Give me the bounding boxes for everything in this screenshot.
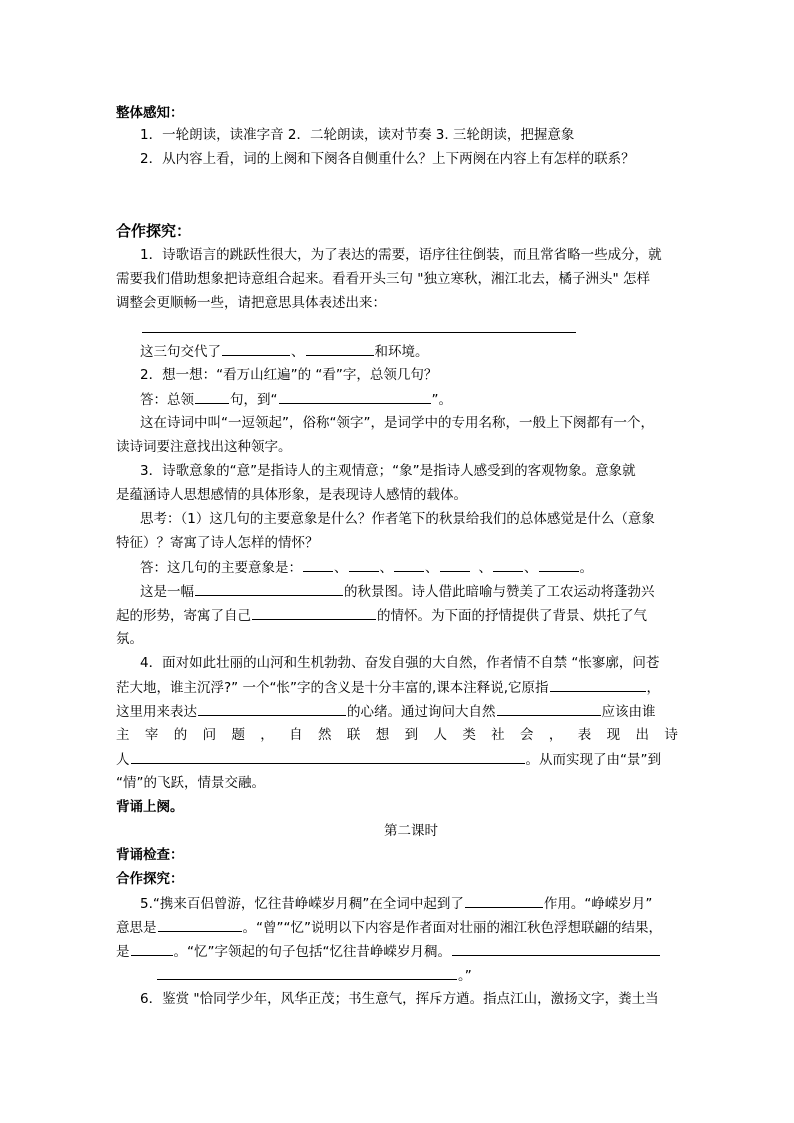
q3-sep: 、 xyxy=(524,560,538,576)
q4-line-6: “情”的飞跃，情景交融。 xyxy=(116,775,265,791)
q3-text-a: 答：这几句的主要意象是： xyxy=(140,560,302,576)
q3-text-6a: 这是一幅 xyxy=(140,584,194,600)
q4-char: 出 xyxy=(635,727,649,743)
q1-text-b: 、 xyxy=(291,344,305,360)
q5-text-4b: 。” xyxy=(458,968,472,984)
q3-sep: 、 xyxy=(334,560,348,576)
q2-blank-end[interactable] xyxy=(279,390,431,404)
q4-char: 题 xyxy=(231,727,245,743)
q3-line-3: 思考：（1）这几句的主要意象是什么？作者笔下的秋景给我们的总体感觉是什么（意象 xyxy=(140,511,655,527)
q4-char: 表 xyxy=(577,727,592,743)
q2-line-1: 2．想一想：“看万山红遍”的 “看”字，总领几句？ xyxy=(140,367,438,383)
q2-line-2 xyxy=(140,390,452,409)
q2-line-3: 这在诗词中叫“一逗领起”，俗称“领字”，是词学中的专用名称，一般上下阕都有一个， xyxy=(140,415,654,431)
q4-blank-poet[interactable] xyxy=(131,750,525,764)
q4-char: 问 xyxy=(202,727,217,743)
q2-text-a: 答：总领 xyxy=(140,392,194,408)
q3-blank-image-6[interactable] xyxy=(539,558,579,572)
q1-text-a: 这三句交代了 xyxy=(140,344,221,360)
q4-line-1: 4．面对如此壮丽的山河和生机勃勃、奋发自强的大自然，作者情不自禁 “怅寥廓，问苍 xyxy=(140,655,660,671)
q3-line-7 xyxy=(116,606,647,625)
q4-char: 类 xyxy=(462,727,476,743)
q3-end: 。 xyxy=(579,560,593,576)
q4-char: 社 xyxy=(491,727,505,743)
q4-char: 联 xyxy=(346,727,361,743)
q4-char: 到 xyxy=(404,727,419,743)
overall-item-1: 1．一轮朗读，读准字音 2．二轮朗读，读对节奏 3. 三轮朗读，把握意象 xyxy=(140,127,575,143)
q3-sep: 、 xyxy=(478,560,492,576)
q1-line-3: 调整会更顺畅一些，请把意思具体表述出来： xyxy=(116,295,386,311)
q4-text-2b: ， xyxy=(646,680,661,696)
q3-sep: 、 xyxy=(425,560,439,576)
q4-blank-nature[interactable] xyxy=(497,702,601,716)
q4-char: 想 xyxy=(375,727,390,743)
q3-blank-image-5[interactable] xyxy=(493,558,523,572)
section-title-cooperate: 合作探究： xyxy=(116,222,192,240)
q4-line-4-justified xyxy=(116,726,678,744)
q3-blank-scene[interactable] xyxy=(195,582,343,596)
q3-line-2: 是蕴涵诗人思想感情的具体形象，是表现诗人感情的载体。 xyxy=(116,487,467,503)
q4-char: 的 xyxy=(173,727,188,743)
q5-line-1 xyxy=(140,894,652,913)
q3-blank-image-2[interactable] xyxy=(349,558,379,572)
q5-text-3a: 是 xyxy=(116,944,130,960)
q3-line-5 xyxy=(140,558,593,577)
q4-char: 自 xyxy=(289,727,303,743)
q5-blank-sentences-cont[interactable] xyxy=(157,966,457,980)
q3-sep: 、 xyxy=(379,560,393,576)
q4-char: 现 xyxy=(606,727,621,743)
q5-text-3b: 。“忆”字领起的句子包括“忆往昔峥嵘岁月稠。 xyxy=(173,944,451,960)
q4-line-3 xyxy=(116,702,656,721)
q3-text-6b: 的秋景图。诗人借此暗喻与赞美了工农运动将蓬勃兴 xyxy=(344,584,655,600)
q4-blank-original-meaning[interactable] xyxy=(550,678,646,692)
q5-blank-role[interactable] xyxy=(465,894,543,908)
q3-line-6 xyxy=(140,582,655,601)
q1-blank-1[interactable] xyxy=(222,342,290,356)
q4-char: ， xyxy=(548,727,563,743)
q3-line-8: 氛。 xyxy=(116,631,143,647)
q5-text-1b: 作用。“峥嵘岁月” xyxy=(543,896,653,912)
q5-line-4 xyxy=(156,966,472,985)
lesson-2-title: 第二课时 xyxy=(384,823,438,839)
q3-blank-image-1[interactable] xyxy=(303,558,333,572)
q1-text-c: 和环境。 xyxy=(374,344,429,360)
q5-blank-what[interactable] xyxy=(131,942,173,956)
q2-text-b: 句，到“ xyxy=(230,392,278,408)
q2-blank-count[interactable] xyxy=(195,390,229,404)
q4-text-3a: 这里用来表达 xyxy=(116,704,197,720)
q5-line-3 xyxy=(116,942,661,961)
q4-char: 宰 xyxy=(144,727,159,743)
q5-blank-sentences[interactable] xyxy=(452,942,660,956)
q2-line-4: 读诗词要注意找出这种领字。 xyxy=(116,439,292,455)
q4-char: 然 xyxy=(318,727,332,743)
overall-item-2: 2．从内容上看，词的上阕和下阕各自侧重什么？上下两阕在内容上有怎样的联系？ xyxy=(140,151,635,167)
q5-line-2 xyxy=(116,918,662,937)
q1-answer-line[interactable] xyxy=(142,332,576,333)
q4-blank-mood[interactable] xyxy=(198,702,346,716)
q2-text-c: ”。 xyxy=(431,392,452,408)
q3-blank-feeling[interactable] xyxy=(252,606,376,620)
q4-char: ， xyxy=(260,727,274,743)
cooperate-heading-2: 合作探究： xyxy=(116,871,184,887)
recite-check-heading: 背诵检查： xyxy=(116,847,184,863)
q5-text-2b: 。“曾”“忆”说明以下内容是作者面对壮丽的湘江秋色浮想联翩的结果， xyxy=(242,920,662,936)
q4-text-3b: 的心绪。通过询问大自然 xyxy=(347,704,496,720)
q5-text-2a: 意思是 xyxy=(116,920,157,936)
recite-heading: 背诵上阕。 xyxy=(116,799,184,815)
q4-text-3c: 应该由谁 xyxy=(601,704,656,720)
q4-line-2 xyxy=(116,678,660,697)
q4-char: 主 xyxy=(116,727,130,743)
q1-line-1: 1．诗歌语言的跳跃性很大，为了表达的需要，语序往往倒装，而且常省略一些成分，就 xyxy=(140,247,662,263)
q4-char: 诗 xyxy=(664,727,678,743)
q3-line-4: 特征）？寄寓了诗人怎样的情怀？ xyxy=(116,535,319,551)
q4-line-5 xyxy=(116,750,661,769)
q1-line-4 xyxy=(140,342,429,361)
q3-line-1: 3．诗歌意象的“意”是指诗人的主观情意；“象”是指诗人感受到的客观物象。意象就 xyxy=(140,463,636,479)
section-title-overall: 整体感知： xyxy=(116,105,184,121)
q3-text-7b: 的情怀。为下面的抒情提供了背景、烘托了气 xyxy=(377,608,647,624)
q4-char: 会 xyxy=(520,727,534,743)
q5-blank-meaning[interactable] xyxy=(158,918,242,932)
q4-text-5b: 。从而实现了由“景”到 xyxy=(525,752,661,768)
q3-blank-image-4[interactable] xyxy=(440,558,470,572)
q1-blank-2[interactable] xyxy=(306,342,374,356)
q3-text-7a: 起的形势，寄寓了自己 xyxy=(116,608,251,624)
q6-line-1: 6．鉴赏 "恰同学少年，风华正茂；书生意气，挥斥方遒。指点江山，激扬文字，粪土当 xyxy=(140,991,659,1007)
q3-blank-image-3[interactable] xyxy=(394,558,424,572)
q1-line-2: 需要我们借助想象把诗意组合起来。看看开头三句 "独立寒秋，湘江北去，橘子洲头" 怎样 xyxy=(116,271,651,287)
q4-text-2a: 茫大地，谁主沉浮?” 一个“怅”字的含义是十分丰富的,课本注释说,它原指 xyxy=(116,680,549,696)
q5-text-1a: 5.“携来百侣曾游，忆往昔峥嵘岁月稠”在全词中起到了 xyxy=(140,896,464,912)
q4-text-5a: 人 xyxy=(116,752,130,768)
q4-char: 人 xyxy=(433,727,447,743)
